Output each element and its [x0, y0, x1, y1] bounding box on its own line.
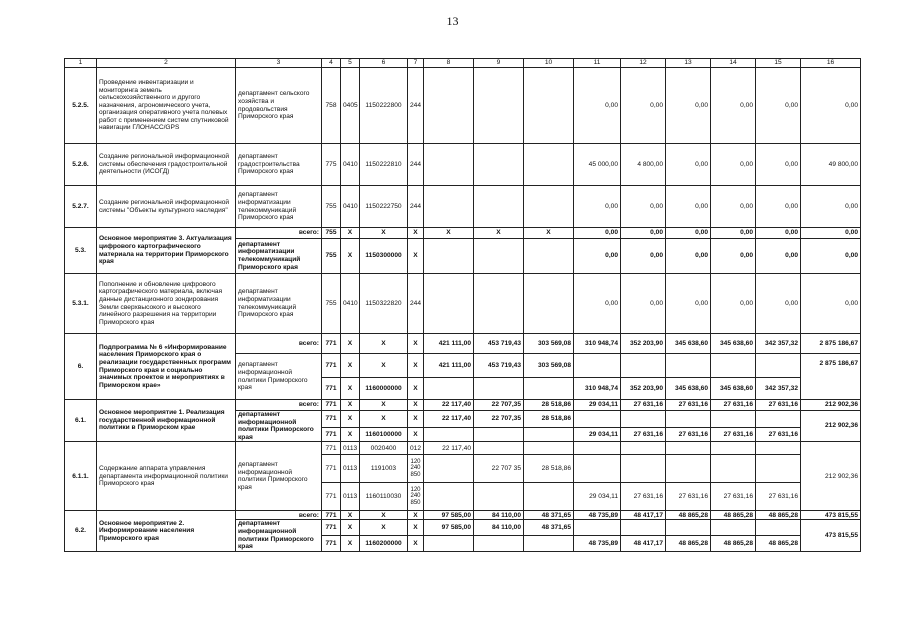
cell: X: [408, 239, 424, 274]
cell: [621, 354, 666, 378]
cell: X: [360, 520, 408, 536]
cell: [574, 411, 621, 428]
cell: 212 902,36: [801, 411, 861, 442]
col-header: 15: [756, 59, 801, 68]
cell: 421 111,00: [424, 334, 474, 354]
cell: 27 631,16: [756, 400, 801, 411]
cell: 48 417,17: [621, 536, 666, 552]
cell: X: [341, 411, 360, 428]
cell: 0,00: [711, 186, 756, 228]
cell: [666, 442, 711, 455]
item-number: 6.: [65, 334, 97, 400]
cell: 755: [322, 228, 341, 239]
cell: 212 902,36: [801, 442, 861, 511]
cell: [424, 186, 474, 228]
cell: X: [524, 228, 574, 239]
table-row: [65, 68, 861, 144]
cell: 345 638,60: [711, 334, 756, 354]
cell: [474, 239, 524, 274]
cell: [524, 68, 574, 144]
cell: 1150222800: [360, 68, 408, 144]
cell: [424, 455, 474, 483]
cell: 29 034,11: [574, 483, 621, 511]
cell: [711, 442, 756, 455]
cell: 453 719,43: [474, 334, 524, 354]
cell: 48 865,28: [666, 536, 711, 552]
cell: 27 631,16: [621, 427, 666, 442]
cell: 0,00: [621, 239, 666, 274]
cell: [574, 455, 621, 483]
cell: 0,00: [711, 228, 756, 239]
cell: 775: [322, 144, 341, 186]
cell: 0,00: [756, 228, 801, 239]
cell: 0,00: [711, 274, 756, 334]
cell: [424, 144, 474, 186]
cell: X: [341, 239, 360, 274]
cell: [474, 378, 524, 400]
cell: 27 631,16: [666, 483, 711, 511]
cell: 22 117,40: [424, 442, 474, 455]
cell: 0,00: [801, 186, 861, 228]
col-header: 6: [360, 59, 408, 68]
cell: 1150322820: [360, 274, 408, 334]
department: департамент градостроительства Приморского края: [236, 144, 322, 186]
department: департамент информационной политики Приморского края: [236, 442, 322, 511]
cell: 22 707,35: [474, 400, 524, 411]
cell: 310 948,74: [574, 334, 621, 354]
cell: [424, 68, 474, 144]
total-label: всего:: [236, 511, 322, 520]
cell: 771: [322, 378, 341, 400]
cell: 0,00: [574, 68, 621, 144]
cell: 1160100000: [360, 427, 408, 442]
cell: [424, 239, 474, 274]
column-number-row: [65, 59, 861, 68]
cell: [756, 411, 801, 428]
cell: 0,00: [666, 68, 711, 144]
cell: 0,00: [711, 144, 756, 186]
cell: 0405: [341, 68, 360, 144]
col-header: 14: [711, 59, 756, 68]
cell: 0,00: [621, 274, 666, 334]
cell: [424, 536, 474, 552]
cell: 0113: [341, 455, 360, 483]
cell: X: [424, 228, 474, 239]
table-row-total: [65, 334, 861, 354]
cell: 0,00: [621, 186, 666, 228]
cell: [474, 442, 524, 455]
cell: [666, 354, 711, 378]
cell: 0,00: [711, 239, 756, 274]
cell: 352 203,90: [621, 334, 666, 354]
cell: [524, 483, 574, 511]
cell: 0410: [341, 144, 360, 186]
cell: 0,00: [711, 68, 756, 144]
cell: [424, 274, 474, 334]
cell: 0,00: [574, 274, 621, 334]
cell: [666, 455, 711, 483]
cell: 0,00: [756, 274, 801, 334]
cell: 48 371,65: [524, 511, 574, 520]
department: департамент информатизации телекоммуникаций Приморского края: [236, 186, 322, 228]
cell: 0,00: [801, 68, 861, 144]
cell: 27 631,16: [621, 483, 666, 511]
cell: 27 631,16: [621, 400, 666, 411]
cell: 22 707 35: [474, 455, 524, 483]
cell: X: [408, 354, 424, 378]
cell: 48 735,89: [574, 511, 621, 520]
cell: 48 865,28: [666, 511, 711, 520]
col-header: 8: [424, 59, 474, 68]
cell: 345 638,60: [711, 378, 756, 400]
cell: 0,00: [666, 144, 711, 186]
cell: [524, 442, 574, 455]
cell: 22 707,35: [474, 411, 524, 428]
table-row: [65, 186, 861, 228]
cell: 29 034,11: [574, 427, 621, 442]
item-name: Подпрограмма № 6 «Информирование населения Приморского края о реализации государственных программ Приморского края и социально значимых проектов и мероприятиях в Приморском крае»: [97, 334, 236, 400]
col-header: 3: [236, 59, 322, 68]
cell: 244: [408, 68, 424, 144]
cell: 0,00: [756, 144, 801, 186]
cell: [474, 536, 524, 552]
item-name: Основное мероприятие 3. Актуализация цифрового картографического материала на территории Приморского края: [97, 228, 236, 274]
cell: 244: [408, 274, 424, 334]
cell: X: [360, 411, 408, 428]
cell: [474, 68, 524, 144]
cell: X: [360, 334, 408, 354]
department: департамент сельского хозяйства и продовольствия Приморского края: [236, 68, 322, 144]
cell: 0020400: [360, 442, 408, 455]
cell: [621, 520, 666, 536]
cell: 0113: [341, 483, 360, 511]
cell: 97 585,00: [424, 520, 474, 536]
cell: X: [341, 511, 360, 520]
cell: 1160000000: [360, 378, 408, 400]
cell: [524, 144, 574, 186]
cell: 48 417,17: [621, 511, 666, 520]
cell: [711, 455, 756, 483]
cell: 453 719,43: [474, 354, 524, 378]
cell: 0,00: [666, 239, 711, 274]
cell: [474, 274, 524, 334]
cell: X: [408, 334, 424, 354]
program-budget-table: [64, 58, 861, 552]
col-header: 9: [474, 59, 524, 68]
cell: 27 631,16: [666, 400, 711, 411]
cell: 473 815,55: [801, 520, 861, 551]
item-name: Проведение инвентаризации и мониторинга земель сельскохозяйственного и другого назначения, агрономического учета, организация оперативного учета полевых работ с применением систем спутниковой навигации ГЛОНАСС/GPS: [97, 68, 236, 144]
cell: [524, 186, 574, 228]
cell: [524, 239, 574, 274]
cell: [756, 442, 801, 455]
col-header: 7: [408, 59, 424, 68]
cell: 755: [322, 274, 341, 334]
item-number: 5.3.1.: [65, 274, 97, 334]
cell: X: [341, 228, 360, 239]
cell: 771: [322, 483, 341, 511]
cell: 1150222750: [360, 186, 408, 228]
cell: [424, 483, 474, 511]
cell: 771: [322, 520, 341, 536]
cell: 755: [322, 239, 341, 274]
cell: 771: [322, 455, 341, 483]
cell: [711, 520, 756, 536]
cell: X: [408, 520, 424, 536]
cell: [756, 354, 801, 378]
cell: 120 240 850: [408, 483, 424, 511]
cell: 0,00: [756, 68, 801, 144]
cell: 0,00: [666, 228, 711, 239]
department: департамент информационной политики Приморского края: [236, 411, 322, 442]
total-label: всего:: [236, 400, 322, 411]
cell: 0,00: [756, 239, 801, 274]
item-name: Основное мероприятие 1. Реализация государственной информационной политики в Приморском крае: [97, 400, 236, 442]
cell: 0,00: [621, 228, 666, 239]
cell: 2 875 186,67: [801, 334, 861, 354]
cell: [621, 455, 666, 483]
cell: 28 518,86: [524, 455, 574, 483]
item-name: Содержание аппарата управления департамента информационной политики Приморского края: [97, 442, 236, 511]
cell: X: [408, 400, 424, 411]
cell: 352 203,90: [621, 378, 666, 400]
cell: 0,00: [574, 228, 621, 239]
cell: [524, 427, 574, 442]
cell: 0,00: [801, 274, 861, 334]
cell: X: [408, 536, 424, 552]
cell: [711, 411, 756, 428]
cell: 342 357,32: [756, 334, 801, 354]
item-name: Создание региональной информационной системы "Объекты культурного наследия": [97, 186, 236, 228]
cell: 771: [322, 411, 341, 428]
cell: 22 117,40: [424, 400, 474, 411]
cell: [474, 427, 524, 442]
cell: X: [360, 228, 408, 239]
cell: 473 815,55: [801, 511, 861, 520]
cell: X: [408, 427, 424, 442]
cell: 0,00: [666, 186, 711, 228]
item-name: Создание региональной информационной системы обеспечения градостроительной деятельности (ИСОГД): [97, 144, 236, 186]
cell: 303 569,08: [524, 334, 574, 354]
cell: 48 865,28: [711, 536, 756, 552]
item-number: 6.1.1.: [65, 442, 97, 511]
cell: 771: [322, 511, 341, 520]
cell: 27 631,16: [711, 483, 756, 511]
item-number: 5.2.5.: [65, 68, 97, 144]
item-number: 6.1.: [65, 400, 97, 442]
cell: 0,00: [756, 186, 801, 228]
cell: [424, 427, 474, 442]
cell: 0,00: [621, 68, 666, 144]
table-row-total: [65, 511, 861, 520]
cell: [474, 186, 524, 228]
cell: [474, 144, 524, 186]
cell: 421 111,00: [424, 354, 474, 378]
cell: 1150222810: [360, 144, 408, 186]
item-number: 5.3.: [65, 228, 97, 274]
item-name: Пополнение и обновление цифрового картографического материала, включая данные дистанционного зондирования Земли сверхвысокого и высокого линейного разрешения на территории Приморского края: [97, 274, 236, 334]
cell: 244: [408, 144, 424, 186]
cell: 1150300000: [360, 239, 408, 274]
cell: [756, 455, 801, 483]
cell: 48 865,28: [711, 511, 756, 520]
cell: 1160200000: [360, 536, 408, 552]
cell: 22 117,40: [424, 411, 474, 428]
cell: 0113: [341, 442, 360, 455]
cell: 84 110,00: [474, 511, 524, 520]
cell: 29 034,11: [574, 400, 621, 411]
cell: 345 638,60: [666, 378, 711, 400]
cell: 0410: [341, 274, 360, 334]
cell: 84 110,00: [474, 520, 524, 536]
cell: 0,00: [574, 186, 621, 228]
cell: 345 638,60: [666, 334, 711, 354]
total-label: всего:: [236, 228, 322, 239]
table-row: [65, 274, 861, 334]
department: департамент информационной политики Приморского края: [236, 354, 322, 400]
cell: [574, 520, 621, 536]
col-header: 12: [621, 59, 666, 68]
cell: X: [341, 400, 360, 411]
cell: 771: [322, 400, 341, 411]
cell: 27 631,16: [756, 483, 801, 511]
cell: X: [341, 536, 360, 552]
page-number: 13: [446, 14, 459, 28]
cell: [524, 274, 574, 334]
cell: 212 902,36: [801, 400, 861, 411]
department: департамент информатизации телекоммуникаций Приморского края: [236, 274, 322, 334]
cell: 27 631,16: [756, 427, 801, 442]
cell: X: [408, 378, 424, 400]
item-name: Основное мероприятие 2. Информирование населения Приморского края: [97, 511, 236, 551]
cell: 0,00: [801, 228, 861, 239]
cell: 1191003: [360, 455, 408, 483]
cell: 771: [322, 354, 341, 378]
cell: 48 371,65: [524, 520, 574, 536]
cell: 120 240 850: [408, 455, 424, 483]
cell: [621, 411, 666, 428]
cell: [574, 442, 621, 455]
cell: [621, 442, 666, 455]
department: департамент информационной политики Приморского края: [236, 520, 322, 551]
cell: [474, 483, 524, 511]
cell: 28 518,86: [524, 411, 574, 428]
cell: X: [360, 511, 408, 520]
cell: 28 518,86: [524, 400, 574, 411]
table-row: [65, 442, 861, 455]
cell: 758: [322, 68, 341, 144]
cell: 771: [322, 536, 341, 552]
cell: 771: [322, 442, 341, 455]
col-header: 10: [524, 59, 574, 68]
cell: 0,00: [801, 239, 861, 274]
cell: 0410: [341, 186, 360, 228]
col-header: 2: [97, 59, 236, 68]
col-header: 13: [666, 59, 711, 68]
table-row-total: [65, 400, 861, 411]
cell: [711, 354, 756, 378]
col-header: 5: [341, 59, 360, 68]
cell: X: [474, 228, 524, 239]
item-number: 5.2.7.: [65, 186, 97, 228]
table-row-total: [65, 228, 861, 239]
cell: [666, 520, 711, 536]
cell: X: [341, 334, 360, 354]
cell: 27 631,16: [711, 400, 756, 411]
cell: [424, 378, 474, 400]
table-row: [65, 144, 861, 186]
cell: [524, 378, 574, 400]
cell: 012: [408, 442, 424, 455]
cell: [756, 520, 801, 536]
department: департамент информатизации телекоммуникаций Приморского края: [236, 239, 322, 274]
cell: [666, 411, 711, 428]
cell: 4 800,00: [621, 144, 666, 186]
cell: X: [360, 354, 408, 378]
cell: 755: [322, 186, 341, 228]
cell: X: [408, 228, 424, 239]
col-header: 16: [801, 59, 861, 68]
col-header: 4: [322, 59, 341, 68]
cell: 0,00: [666, 274, 711, 334]
col-header: 11: [574, 59, 621, 68]
cell: X: [341, 520, 360, 536]
cell: 48 865,28: [756, 511, 801, 520]
cell: 771: [322, 334, 341, 354]
item-number: 6.2.: [65, 511, 97, 551]
cell: X: [408, 511, 424, 520]
cell: X: [341, 354, 360, 378]
cell: 48 865,28: [756, 536, 801, 552]
cell: 97 585,00: [424, 511, 474, 520]
cell: 303 569,08: [524, 354, 574, 378]
cell: [524, 536, 574, 552]
cell: 27 631,16: [711, 427, 756, 442]
cell: 2 875 186,67: [801, 354, 861, 400]
cell: 244: [408, 186, 424, 228]
cell: X: [408, 411, 424, 428]
cell: [574, 354, 621, 378]
col-header: 1: [65, 59, 97, 68]
cell: X: [360, 400, 408, 411]
cell: 342 357,32: [756, 378, 801, 400]
cell: 771: [322, 427, 341, 442]
cell: 49 800,00: [801, 144, 861, 186]
item-number: 5.2.6.: [65, 144, 97, 186]
cell: 27 631,16: [666, 427, 711, 442]
cell: 48 735,89: [574, 536, 621, 552]
cell: 0,00: [574, 239, 621, 274]
cell: 45 000,00: [574, 144, 621, 186]
total-label: всего:: [236, 334, 322, 354]
cell: X: [341, 427, 360, 442]
cell: 1160110030: [360, 483, 408, 511]
cell: 310 948,74: [574, 378, 621, 400]
cell: X: [341, 378, 360, 400]
